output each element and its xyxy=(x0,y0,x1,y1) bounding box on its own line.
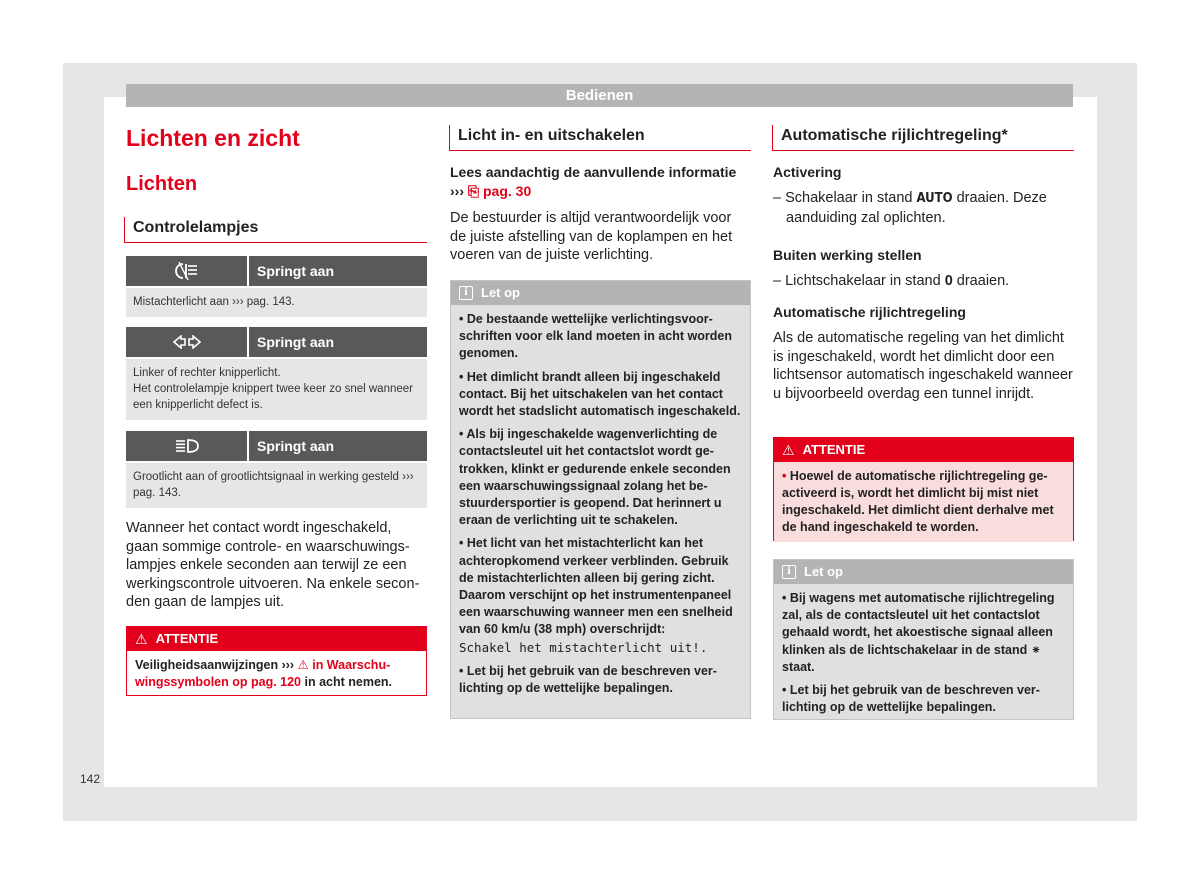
attention-title: ATTENTIE xyxy=(155,631,219,646)
note-item: • Als bij ingeschakelde wagenverlichting de contactsleutel uit het contactslot wordt getrokken, klinkt er gedurende enkele seconden een waarschuwingssignaal zolang het bestuurdersportier is geopend. Dat herinnert u eraan de verlichting uit te schakelen. xyxy=(459,427,731,528)
note-box xyxy=(773,559,1074,720)
note-item: • De bestaande wettelijke verlichtingsvoorschriften voor elk land moeten in acht worden genomen. xyxy=(459,312,732,361)
attention-title: ATTENTIE xyxy=(802,442,866,457)
switch-position-zero: 0 xyxy=(944,273,953,289)
display-message: Schakel het mistachterlicht uit!. xyxy=(459,639,708,655)
note-item: • Het dimlicht brandt alleen bij ingeschakeld contact. Bij het uitschakelen van het contact wordt het stadslicht automatisch ingeschakeld. xyxy=(459,369,741,419)
attention-box xyxy=(773,437,1074,541)
note-box xyxy=(450,280,751,719)
lead-reference[interactable]: pag. 30 xyxy=(482,182,532,199)
chapter-title: Lichten en zicht xyxy=(126,125,300,151)
attention-text: • Hoewel de automatische rijlichtregeling geactiveerd is, wordt het dimlicht bij mist niet ingeschakeld. Het dimlicht dient derhalve met de hand ingeschakeld te worden. xyxy=(774,462,1073,542)
warning-icon: ⚠ xyxy=(297,658,313,672)
note-item: • Bij wagens met automatische rijlichtregeling zal, als de contactsleutel uit het contactslot gehaald wordt, het akoestische signaal alleen klinken als de lichtschakelaar in de stand ⁕ staat. xyxy=(782,591,1055,674)
lamp-description: Mistachterlicht aan ››› pag. 143. xyxy=(126,288,427,317)
section-header: Bedienen xyxy=(126,84,1073,107)
lamp-table-highbeam xyxy=(126,431,427,508)
info-icon: i xyxy=(459,286,473,300)
warning-icon: ⚠ xyxy=(782,442,795,458)
lamp-status-label: Springt aan xyxy=(249,256,427,286)
parking-light-icon: ⁕ xyxy=(1030,642,1042,657)
activering-step: – Schakelaar in stand AUTO draaien. Deze aanduiding zal oplichten. xyxy=(773,190,1047,226)
attention-text: Veiligheidsaanwijzingen ››› ⚠ in Waarschuwingssymbolen op pag. 120 in acht nemen. xyxy=(135,658,393,689)
lamp-status-label: Springt aan xyxy=(249,431,427,461)
note-title: Let op xyxy=(481,285,520,300)
note-item: • Het licht van het mistachterlicht kan het achteropkomend verkeer verblinden. Gebruik de mistachterlichten alleen bij gering zicht. Daarom verschijnt op het instrumentenpaneel een waarschuwing wanneer men een snelheid van 60 km/u (38 mph) overschrijdt: Schakel het mistachterlicht uit!. xyxy=(459,536,733,655)
lead-text: Lees aandachtig de aanvullende informatie ››› ⎘ pag. 30 xyxy=(450,164,737,199)
warning-icon: ⚠ xyxy=(135,631,148,647)
lamp-description: Grootlicht aan of grootlichtsignaal in werking gesteld ››› pag. 143. xyxy=(126,463,427,508)
note-item: • Let bij het gebruik van de beschreven verlichting op de wettelijke bepalingen. xyxy=(459,663,717,696)
section-title-controlelampjes: Controlelampjes xyxy=(124,217,427,243)
lamp-table-turn xyxy=(126,327,427,420)
fog-light-icon xyxy=(126,256,247,286)
subheading-activering: Activering xyxy=(773,164,842,180)
attention-box xyxy=(126,626,427,696)
switch-position-auto: AUTO xyxy=(916,191,953,206)
turn-signal-icon xyxy=(126,327,247,357)
body-paragraph: De bestuurder is altijd verantwoordelijk voor de juiste afstelling van de koplampen en het voeren van de juiste verlichting. xyxy=(450,210,733,264)
subheading-auto: Automatische rijlichtregeling xyxy=(773,304,966,320)
lamp-status-label: Springt aan xyxy=(249,327,427,357)
section-title-auto: Automatische rijlichtregeling* xyxy=(772,125,1074,151)
lamp-table-fog xyxy=(126,256,427,317)
note-title: Let op xyxy=(804,564,843,579)
buiten-step: – Lichtschakelaar in stand 0 draaien. xyxy=(773,273,1010,289)
body-paragraph: Als de automatische regeling van het dimlicht is ingeschakeld, wordt het dimlicht door een lichtsensor automatisch ingeschakeld wanneer u bijvoorbeeld overdag een tunnel inrijdt. xyxy=(773,330,1073,402)
note-item: • Let bij het gebruik van de beschreven verlichting op de wettelijke bepalingen. xyxy=(782,683,1040,715)
page-number: 142 xyxy=(80,772,101,786)
high-beam-icon xyxy=(126,431,247,461)
subheading-buiten: Buiten werking stellen xyxy=(773,247,922,263)
subchapter-title: Lichten xyxy=(126,173,198,195)
body-paragraph: Wanneer het contact wordt ingeschakeld, gaan sommige controle- en waarschuwingslampjes enkele seconden aan terwijl ze een werkingscontrole uitvoeren. Na enkele seconden gaan de lampjes uit. xyxy=(126,520,420,611)
book-reference-icon: ⎘ xyxy=(467,182,480,199)
section-title-licht: Licht in- en uitschakelen xyxy=(449,125,751,151)
info-icon: i xyxy=(782,565,796,579)
lamp-description: Linker of rechter knipperlicht. Het controlelampje knippert twee keer zo snel wanneer een knipperlicht defect is. xyxy=(126,359,427,420)
